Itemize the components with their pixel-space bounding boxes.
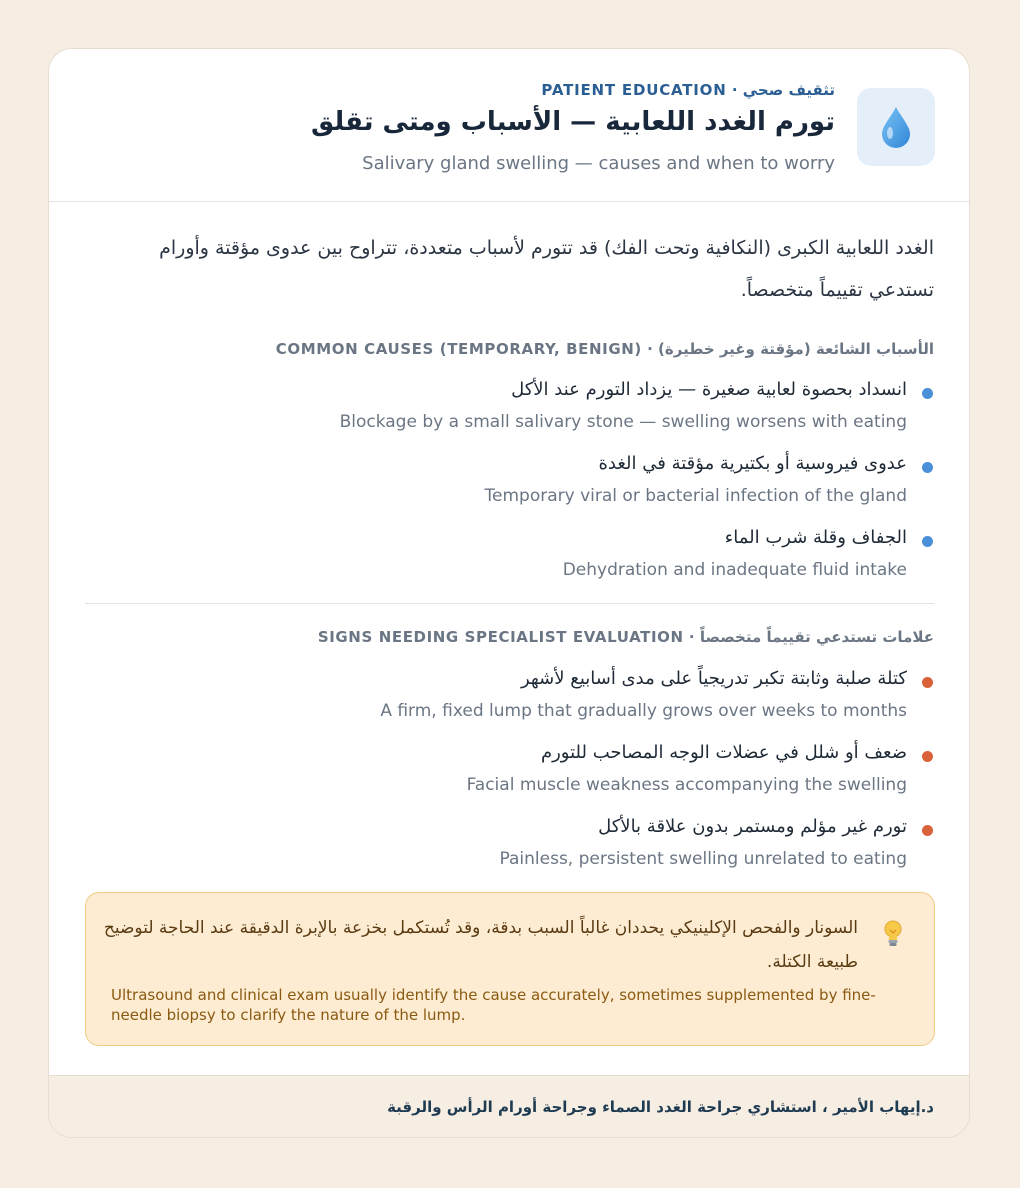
bullet-dot — [922, 751, 933, 762]
eyebrow — [541, 81, 835, 99]
item-ar: ضعف أو شلل في عضلات الوجه المصاحب للتورم — [540, 742, 907, 763]
bullet-dot — [922, 825, 933, 836]
common-causes-heading — [276, 340, 934, 358]
page-subtitle: Salivary gland swelling — causes and when to worry — [362, 153, 835, 174]
warning-signs-heading — [318, 628, 934, 646]
list-item — [107, 452, 907, 506]
list-item — [107, 815, 907, 869]
list-item — [107, 526, 907, 580]
common-causes-heading-en: COMMON CAUSES (TEMPORARY, BENIGN) — [275, 340, 642, 358]
lightbulb-icon — [882, 919, 904, 949]
droplet-icon — [879, 105, 913, 149]
item-en: Painless, persistent swelling unrelated to eating — [499, 849, 907, 869]
eyebrow-en: PATIENT EDUCATION — [541, 81, 727, 99]
warning-signs-heading-separator: · — [683, 628, 700, 646]
list-item — [107, 378, 907, 432]
item-ar: الجفاف وقلة شرب الماء — [724, 527, 907, 548]
bullet-dot — [922, 536, 933, 547]
warning-signs-heading-ar: علامات تستدعي تقييماً متخصصاً — [699, 628, 934, 646]
item-ar: عدوى فيروسية أو بكتيرية مؤقتة في الغدة — [598, 453, 907, 474]
education-card — [48, 48, 970, 1138]
item-ar: كتلة صلبة وثابتة تكبر تدريجياً على مدى أسابيع لأشهر — [520, 668, 907, 689]
page-title: تورم الغدد اللعابية — الأسباب ومتى تقلق — [310, 107, 835, 137]
eyebrow-ar: تثقيف صحي — [742, 81, 835, 99]
eyebrow-separator: · — [726, 81, 743, 99]
bullet-dot — [922, 462, 933, 473]
section-divider — [85, 603, 934, 604]
list-item — [107, 667, 907, 721]
item-en: A firm, fixed lump that gradually grows over weeks to months — [380, 701, 907, 721]
warning-signs-heading-en: SIGNS NEEDING SPECIALIST EVALUATION — [317, 628, 684, 646]
common-causes-heading-separator: · — [641, 340, 659, 358]
info-note — [85, 892, 935, 1046]
item-en: Facial muscle weakness accompanying the swelling — [466, 775, 907, 795]
item-en: Blockage by a small salivary stone — swelling worsens with eating — [339, 412, 907, 432]
list-item — [107, 741, 907, 795]
author-credit: د.إيهاب الأمير ، استشاري جراحة الغدد الصماء وجراحة أورام الرأس والرقبة — [387, 1098, 934, 1116]
common-causes-heading-ar: الأسباب الشائعة (مؤقتة وغير خطيرة) — [658, 340, 934, 358]
card-header — [49, 49, 969, 202]
item-en: Temporary viral or bacterial infection of the gland — [484, 486, 907, 506]
note-text-ar: السونار والفحص الإكلينيكي يحددان غالباً السبب بدقة، وقد تُستكمل بخزعة بالإبرة الدقيقة عند الحاجة لتوضيح طبيعة الكتلة. — [103, 918, 858, 972]
bullet-dot — [922, 388, 933, 399]
note-text-en: Ultrasound and clinical exam usually identify the cause accurately, sometimes supplemented by fine-needle biopsy to clarify the nature of the lump. — [111, 986, 876, 1024]
intro-paragraph: الغدد اللعابية الكبرى (النكافية وتحت الفك) قد تتورم لأسباب متعددة، تتراوح بين عدوى مؤقتة وأورام تستدعي تقييماً متخصصاً. — [159, 237, 934, 301]
item-ar: تورم غير مؤلم ومستمر بدون علاقة بالأكل — [598, 816, 907, 837]
card-footer — [49, 1075, 969, 1138]
item-en: Dehydration and inadequate fluid intake — [562, 560, 907, 580]
bullet-dot — [922, 677, 933, 688]
icon-tile — [857, 88, 935, 166]
item-ar: انسداد بحصوة لعابية صغيرة — يزداد التورم عند الأكل — [511, 379, 907, 400]
